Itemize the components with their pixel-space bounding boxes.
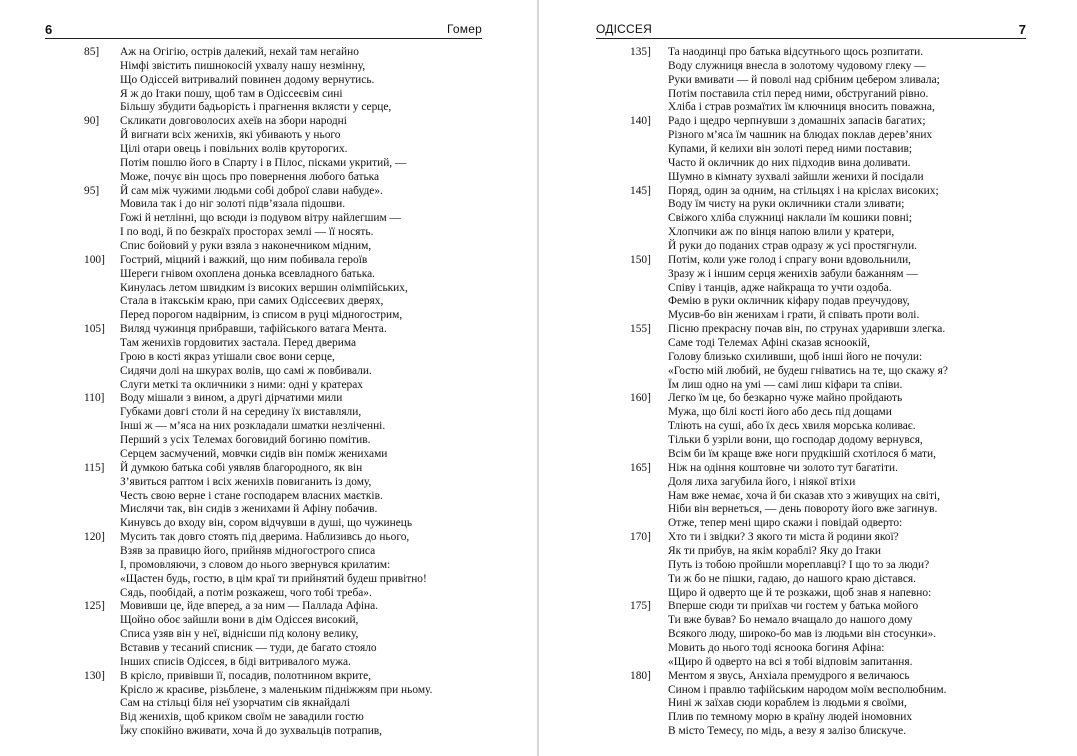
verse-text: Саме тоді Телемах Афіні сказав ясноокій, (668, 337, 870, 350)
verse-line (630, 143, 1060, 157)
verse-text: І, промовляючи, з словом до нього звернувся крилатим: (120, 558, 391, 571)
verse-text: Аж на Огігію, острів далекий, нехай там негайно (120, 46, 359, 58)
verse-text: «Гостю мій любий, не будеш гніватись на те, що скажу я? (668, 364, 948, 377)
verse-text: Сам на стільці біля неї узорчатим сів якнайдалі (120, 697, 350, 710)
verse-text: Воду служниця внесла в золотому чудовому глеку — (668, 59, 926, 72)
verse-text: «Щастен будь, гостю, в цім краї ти прийнятий будеш привітно! (120, 572, 427, 585)
verse-line (84, 434, 504, 448)
verse-line (630, 254, 1060, 268)
verse-line (84, 684, 504, 698)
verse-text: Мовила так і до ніг золоті підв’язала підошви. (120, 198, 346, 211)
verse-text: Більшу збудити бадьорість і прагнення вклясти у серце, (120, 101, 392, 114)
verse-text: Щиро й одверто ще й те розкажи, щоб знав я напевно: (668, 586, 932, 599)
verse-text: Шумно в кімнату зухвалі зайшли женихи й посідали (668, 170, 924, 183)
verse-text: Поряд, один за одним, на стільцях і на кріслах високих; (668, 184, 939, 197)
verse-text: Легко їм це, бо безкарно чуже майно пройдають (668, 392, 903, 405)
verse-text: Ніби він вернеться, — день повороту його вже загинув. (668, 503, 938, 516)
verse-line (84, 503, 504, 517)
verse-line (630, 642, 1060, 656)
verse-text: Кинувсь до входу він, сором відчувши в душі, що чужинець (120, 517, 413, 530)
verse-line (84, 60, 504, 74)
line-number: 110] (84, 392, 105, 405)
verse-line (84, 531, 504, 545)
verse-line (84, 74, 504, 88)
verse-text: Їжу спокійно вживати, хоча й до зухвальців потрапив, (120, 725, 383, 738)
verse-text: Вставив у тесаний списник — туди, де багато стояло (120, 641, 377, 654)
verse-text: Всякого люду, широко-бо мав із людьми він стосунки». (668, 628, 937, 641)
verse-text: Тліють на суші, або їх десь хвиля морська коливає. (668, 420, 916, 433)
verse-line (630, 517, 1060, 531)
verse-text: Співу і танців, адже найкраща то учти оздоба. (668, 281, 892, 294)
line-number: 130] (84, 669, 105, 682)
verse-line (630, 462, 1060, 476)
verse-line (84, 295, 504, 309)
verse-line (84, 365, 504, 379)
verse-line (84, 600, 504, 614)
verse-line (630, 379, 1060, 393)
verse-line (84, 157, 504, 171)
verse-line (84, 420, 504, 434)
verse-text: Грою в кості якраз утішали своє вони серце, (120, 350, 335, 363)
line-number: 90] (84, 115, 100, 128)
verse-line (630, 115, 1060, 129)
verse-text: Й руки до поданих страв одразу ж усі простягнули. (668, 240, 918, 253)
verse-line (84, 476, 504, 490)
verse-line (630, 60, 1060, 74)
verse-line (630, 198, 1060, 212)
verse-line (84, 462, 504, 476)
verse-line (630, 282, 1060, 296)
verse-text: Слуги меткі та окличники з ними: одні у кратерах (120, 378, 363, 391)
verse-text: Ніж на одіння коштовне чи золото тут багатіти. (668, 461, 898, 474)
verse-line (84, 642, 504, 656)
verse-text: Й вигнати всіх женихів, які убивають у нього (120, 129, 341, 142)
verse-line (84, 254, 504, 268)
line-number: 100] (84, 253, 105, 266)
verse-text: Купами, й келихи він золоті перед ними поставив; (668, 143, 912, 156)
verse-text: З’явиться раптом і всіх женихів повиганить із дому, (120, 475, 372, 488)
verse-line (84, 351, 504, 365)
verse-text: Кинулась летом швидким із високих вершин олімпійських, (120, 281, 408, 294)
verse-text: Спис бойовий у руки взяла з наконечником мідним, (120, 240, 372, 253)
verse-text: Нам вже немає, хоча й би сказав хто з живущих на світі, (668, 489, 940, 502)
verse-text: Доля лиха загубила його, і ніякої втіхи (668, 475, 856, 488)
verse-text: Мовивши це, йде вперед, а за ним — Паллада Афіна. (120, 600, 379, 613)
verse-text: Серцем засмучений, мовчки сидів він поміж женихами (120, 447, 388, 460)
verse-text: Стала в ітакськім краю, при самих Одіссеєвих дверях, (120, 295, 384, 308)
verse-text: Зразу ж і іншим серця женихів забули бажанням — (668, 267, 918, 280)
verse-line (84, 268, 504, 282)
verse-line (84, 573, 504, 587)
verse-line (84, 628, 504, 642)
verse-text: Й думкою батька собі уявляв благородного, як він (120, 461, 363, 474)
verse-text: Потім пошлю його в Спарту і в Пілос, пісками укритий, — (120, 156, 407, 169)
verse-text: Голову близько схиливши, щоб інші його не почули: (668, 350, 923, 363)
verse-line (630, 614, 1060, 628)
verse-text: Пісню прекрасну почав він, по струнах ударивши злегка. (668, 323, 946, 336)
verse-line (630, 351, 1060, 365)
verse-line (630, 545, 1060, 559)
verse-line (630, 268, 1060, 282)
verse-text: Мусить так довго стоять під дверима. Наблизивсь до нього, (120, 531, 410, 544)
verse-line (84, 711, 504, 725)
verse-line (630, 670, 1060, 684)
verse-line (630, 684, 1060, 698)
verse-line (630, 323, 1060, 337)
verse-text: Списа узяв він у неї, віднісши під колону велику, (120, 628, 359, 641)
verse-line (84, 448, 504, 462)
verse-text: Як ти прибув, на якім кораблі? Яку до Ітаки (668, 544, 882, 557)
verse-line (84, 392, 504, 406)
verse-line (630, 171, 1060, 185)
verse-text: В місто Темесу, по мідь, а везу я залізо блискуче. (668, 725, 907, 738)
verse-line (630, 628, 1060, 642)
verse-text: Сядь, пообідай, а потім розкажеш, чого тобі треба». (120, 586, 372, 599)
verse-line (84, 517, 504, 531)
verse-line (84, 406, 504, 420)
verse-line (84, 143, 504, 157)
verse-line (630, 711, 1060, 725)
verse-text: Честь свою верне і стане господарем власних маєтків. (120, 489, 383, 502)
line-number: 165] (630, 461, 651, 474)
line-number: 95] (84, 184, 100, 197)
verse-line (84, 379, 504, 393)
verse-line (84, 226, 504, 240)
verse-line (630, 46, 1060, 60)
verse-line (630, 476, 1060, 490)
verse-text: Губками довгі столи й на середину їх виставляли, (120, 406, 362, 419)
line-number: 170] (630, 531, 651, 544)
verse-line (84, 323, 504, 337)
verse-line (84, 282, 504, 296)
verse-text: Ментом я звусь, Анхіала премудрого я величаюсь (668, 669, 910, 682)
verse-line (630, 559, 1060, 573)
verse-text: Мовить до нього тоді ясноока богиня Афіна: (668, 641, 885, 654)
left-verse-lines (84, 46, 504, 739)
verse-line (630, 101, 1060, 115)
verse-text: Мужа, що білі кості його або десь під дощами (668, 406, 892, 419)
verse-line (84, 725, 504, 739)
line-number: 150] (630, 253, 651, 266)
verse-text: Сином і правлю тафійським народом моїм весполюбним. (668, 683, 947, 696)
verse-text: Шереги гнівом охоплена донька всевладного батька. (120, 267, 375, 280)
verse-line (84, 88, 504, 102)
verse-text: Скликати довговолосих ахеїв на збори народні (120, 115, 347, 128)
page-number-left: 6 (45, 22, 53, 37)
verse-line (84, 46, 504, 60)
line-number: 175] (630, 600, 651, 613)
verse-text: Інші ж — м’яса на них розкладали шматки незліченні. (120, 420, 386, 433)
verse-line (630, 448, 1060, 462)
verse-text: Може, почує він щось про повернення любого батька (120, 170, 380, 183)
line-number: 145] (630, 184, 651, 197)
verse-line (84, 185, 504, 199)
verse-text: Від женихів, щоб криком своїм не завадили гостю (120, 711, 364, 724)
verse-text: Різного м’яса їм чашник на блюдах поклав дерев’яних (668, 129, 933, 142)
verse-line (84, 115, 504, 129)
running-head-title: ОДІССЕЯ (596, 22, 652, 36)
right-verse-lines (630, 46, 1060, 739)
verse-line (84, 212, 504, 226)
verse-line (84, 309, 504, 323)
verse-line (630, 212, 1060, 226)
verse-text: Там женихів гордовитих застала. Перед дверима (120, 337, 357, 350)
verse-text: Цілі отари овець і повільних волів круторогих. (120, 143, 348, 156)
verse-text: Всім би їм краще вже ноги прудкішій схотілося б мати, (668, 447, 936, 460)
right-page (539, 0, 1077, 756)
verse-text: Й сам між чужими людьми собі доброї слави набуде». (120, 184, 383, 197)
verse-text: Потім поставила стіл перед ними, обструганий рівно. (668, 87, 929, 100)
verse-text: Воду мішали з вином, а другі дірчатими мили (120, 392, 343, 405)
verse-line (630, 240, 1060, 254)
page-number-right: 7 (1018, 22, 1026, 37)
verse-text: Ти ж бо не пішки, гадаю, до нашого краю дістався. (668, 572, 916, 585)
line-number: 115] (84, 461, 105, 474)
verse-line (84, 198, 504, 212)
running-head-author: Гомер (447, 22, 482, 36)
verse-text: Потім, коли уже голод і спрагу вони вдовольнили, (668, 253, 912, 266)
left-page-header (45, 22, 482, 39)
verse-text: Інших списів Одіссея, в біді витривалого мужа. (120, 655, 351, 668)
verse-line (630, 697, 1060, 711)
verse-text: Часто й окличник до них підходив вина доливати. (668, 156, 911, 169)
line-number: 160] (630, 392, 651, 405)
verse-text: Щойно обоє зайшли вони в дім Одіссея високий, (120, 614, 359, 627)
verse-line (630, 725, 1060, 739)
verse-text: Ти вже бував? Бо немало вчащало до нашого дому (668, 614, 913, 627)
verse-text: Гожі й нетлінні, що всюди із подувом вітру найлегшим — (120, 212, 401, 225)
verse-text: Їм лиш одно на умі — самі лиш кіфари та співи. (668, 378, 903, 391)
verse-text: Що Одіссей витривалий повинен додому вернутись. (120, 73, 375, 86)
verse-line (630, 337, 1060, 351)
verse-line (84, 101, 504, 115)
verse-text: Взяв за правицю його, прийняв мідногострого списа (120, 544, 376, 557)
verse-line (84, 587, 504, 601)
verse-text: Воду їм чисту на руки окличники стали зливати; (668, 198, 905, 211)
verse-text: Хліба і страв розмаїтих їм ключниця вносить поважна, (668, 101, 935, 114)
verse-line (630, 406, 1060, 420)
verse-line (630, 74, 1060, 88)
verse-text: Фемію в руки окличник кіфару подав преучудову, (668, 295, 910, 308)
verse-text: Тільки б узріли вони, що господар додому вернувся, (668, 434, 923, 447)
verse-text: Перед порогом надвірним, із списом в руці мідногострим, (120, 309, 403, 322)
verse-line (84, 697, 504, 711)
verse-text: І по воді, й по безкраїх просторах землі — її носять. (120, 226, 374, 239)
verse-line (84, 171, 504, 185)
verse-line (84, 129, 504, 143)
line-number: 135] (630, 46, 651, 58)
line-number: 180] (630, 669, 651, 682)
verse-line (630, 365, 1060, 379)
verse-line (630, 392, 1060, 406)
verse-text: Свіжого хліба служниці наклали їм кошики повні; (668, 212, 913, 225)
verse-text: Та наодинці про батька відсутнього щось розпитати. (668, 46, 924, 58)
verse-line (84, 490, 504, 504)
verse-text: Нині ж заїхав сюди кораблем із людьми я своїми, (668, 697, 907, 710)
verse-text: Перший з усіх Телемах боговидий богиню помітив. (120, 434, 371, 447)
verse-text: Мислячи так, він сидів з женихами й Афіну побачив. (120, 503, 378, 516)
verse-line (84, 670, 504, 684)
verse-line (630, 490, 1060, 504)
line-number: 155] (630, 323, 651, 336)
verse-line (630, 129, 1060, 143)
verse-line (630, 295, 1060, 309)
verse-line (84, 614, 504, 628)
verse-line (630, 226, 1060, 240)
verse-text: Мусив-бо він женихам і грати, й співать проти волі. (668, 309, 920, 322)
verse-text: В крісло, привівши її, посадив, полотнином вкрите, (120, 669, 372, 682)
verse-text: Вперше сюди ти приїхав чи гостем у батька мойого (668, 600, 919, 613)
right-page-header (596, 22, 1026, 39)
verse-line (630, 600, 1060, 614)
verse-text: Я ж до Ітаки пошу, щоб там в Одіссеєвім сині (120, 87, 343, 100)
verse-text: Руки вмивати — й поволі над срібним цебером зливала; (668, 73, 940, 86)
verse-text: Отже, тепер мені щиро скажи і повідай одверто: (668, 517, 903, 530)
verse-line (630, 503, 1060, 517)
verse-line (84, 240, 504, 254)
verse-text: Радо і щедро черпнувши з домашніх запасів багатих; (668, 115, 926, 128)
verse-text: Виляд чужинця прибравши, тафійського ватага Мента. (120, 323, 387, 336)
verse-text: Сидячи долі на шкурах волів, що самі ж повбивали. (120, 364, 372, 377)
verse-line (630, 573, 1060, 587)
verse-text: Крісло ж красиве, різьблене, з маленьким підніжжям при ньому. (120, 683, 433, 696)
verse-line (630, 185, 1060, 199)
verse-line (84, 337, 504, 351)
line-number: 120] (84, 531, 105, 544)
left-page (0, 0, 537, 756)
line-number: 125] (84, 600, 105, 613)
verse-line (630, 420, 1060, 434)
verse-text: Гострий, міцний і важкий, що ним побивала героїв (120, 253, 368, 266)
verse-line (84, 545, 504, 559)
verse-line (630, 587, 1060, 601)
verse-text: Хто ти і звідки? З якого ти міста й родини якої? (668, 531, 899, 544)
verse-text: Плив по темному морю в країну людей іномовних (668, 711, 913, 724)
verse-line (630, 309, 1060, 323)
verse-line (630, 88, 1060, 102)
verse-text: Хлопчики аж по вінця напою влили у кратери, (668, 226, 895, 239)
line-number: 105] (84, 323, 105, 336)
verse-line (630, 656, 1060, 670)
verse-line (84, 656, 504, 670)
line-number: 140] (630, 115, 651, 128)
verse-line (630, 434, 1060, 448)
verse-line (630, 531, 1060, 545)
verse-text: «Щиро й одверто на всі я тобі відповім запитання. (668, 655, 913, 668)
verse-line (84, 559, 504, 573)
verse-text: Путь із тобою пройшли мореплавці? І що то за люди? (668, 558, 930, 571)
verse-line (630, 157, 1060, 171)
verse-text: Німфі звістить пишнокосій ухвалу нашу незмінну, (120, 59, 366, 72)
line-number: 85] (84, 46, 100, 58)
